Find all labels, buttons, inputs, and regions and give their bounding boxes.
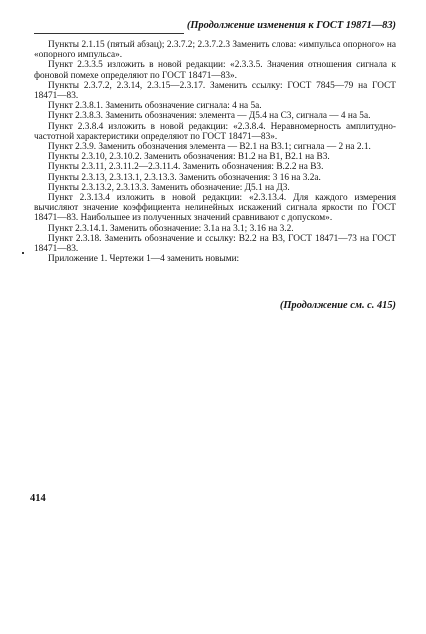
paragraph: Пункты 2.3.13.2, 2.3.13.3. Заменить обозначение: Д5.1 на Д3. xyxy=(48,182,290,193)
paragraph: Пункты 2.3.7.2, 2.3.14, 2.3.15—2.3.17. Заменить ссылку: ГОСТ 7845—79 на ГОСТ 18471—83. xyxy=(34,80,396,102)
page-number: 414 xyxy=(30,493,46,504)
paragraph: Пункты 2.3.10, 2.3.10.2. Заменить обозначения: В1.2 на В1, В2.1 на В3. xyxy=(48,152,330,163)
header-rule xyxy=(34,33,184,34)
paragraph: Пункты 2.3.13, 2.3.13.1, 2.3.13.3. Заменить обозначения: 3 16 на 3.2а. xyxy=(48,172,321,183)
document-body xyxy=(34,40,396,264)
paragraph: Пункт 2.3.14.1. Заменить обозначение: 3.1а на 3.1; 3.16 на 3.2. xyxy=(48,223,294,234)
paragraph: Пункт 2.3.3.5 изложить в новой редакции: «2.3.3.5. Значения отношения сигнала к фоновой помехе определяют по ГОСТ 18471—83». xyxy=(34,60,396,81)
paragraph: Пункт 2.3.8.1. Заменить обозначение сигнала: 4 на 5а. xyxy=(48,101,262,112)
paragraph: Пункт 2.3.9. Заменить обозначения элемента — В2.1 на В3.1; сигнала — 2 на 2.1. xyxy=(48,142,371,153)
paragraph: Пункт 2.3.18. Заменить обозначение и ссылку: В2.2 на В3, ГОСТ 18471—73 на ГОСТ 18471—83. xyxy=(34,233,396,255)
paragraph: Пункт 2.3.8.3. Заменить обозначения: элемента — Д5.4 на С3, сигнала — 4 на 5а. xyxy=(48,111,371,122)
paragraph: Пункт 2.3.8.4 изложить в новой редакции: «2.3.8.4. Неравномерность амплитудно-частотной характеристики определяют по ГОСТ 18471—83». xyxy=(34,121,396,142)
paragraph: Пункт 2.3.13.4 изложить в новой редакции: «2.3.13.4. Для каждого измерения вычисляют значение коэффициента нелинейных искажений сигнала яркости по ГОСТ 18471—83. Наибольшее из полученных значений сравнивают с допуском». xyxy=(34,193,396,224)
paragraph: Приложение 1. Чертежи 1—4 заменить новыми: xyxy=(48,254,240,265)
margin-mark xyxy=(22,252,24,254)
continuation-note: (Продолжение см. с. 415) xyxy=(279,300,396,311)
paragraph: Пункты 2.1.15 (пятый абзац); 2.3.7.2; 2.3.7.2.3 Заменить слова: «импульса опорного» на «опорного импульса». xyxy=(34,40,396,61)
continuation-header: (Продолжение изменения к ГОСТ 19871—83) xyxy=(186,20,396,31)
paragraph: Пункты 2.3.11, 2.3.11.2—2.3.11.4. Заменить обозначения: В.2.2 на В3. xyxy=(48,162,324,173)
